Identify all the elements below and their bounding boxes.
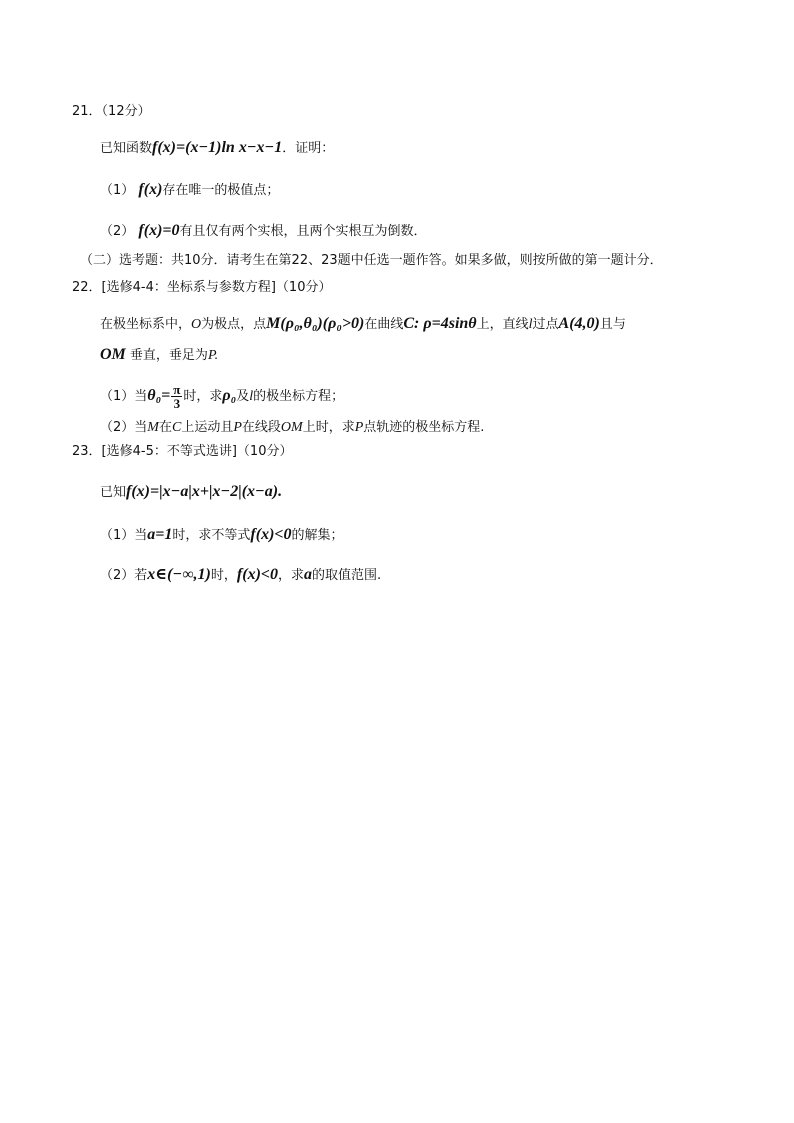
q22-p1-rho: ρ₀ [222, 387, 237, 404]
q22-var-O: O [191, 317, 202, 332]
q21-intro [100, 138, 334, 159]
q22-point-M: M(ρ₀,θ₀)(ρ₀>0) [266, 315, 365, 332]
q22-p2-text: 上时，求 [302, 420, 355, 435]
fraction-numerator: π [173, 382, 181, 397]
fraction-denominator: 3 [173, 396, 181, 411]
q21-part2-formula: f(x)=0 [138, 222, 180, 239]
q23-p2-var-a: a [304, 566, 313, 583]
q23-p2-text: 时， [210, 568, 237, 583]
q21-part2 [100, 221, 427, 242]
q23-p1-text: 时，求不等式 [172, 528, 251, 543]
q22-p2-text: （2）当 [100, 420, 148, 435]
q22-p2-text: 上运动且 [181, 420, 234, 435]
q22-p2-text: 在 [158, 420, 172, 435]
q22-text: 垂直，垂足为 [129, 348, 208, 363]
q23-p2-text: ，求 [278, 568, 305, 583]
q22-p2-var-C: C [171, 420, 182, 435]
q22-p1-text: 的极坐标方程； [253, 389, 345, 404]
q23-p2-formula: x∈(−∞,1) [147, 566, 211, 583]
q21-header: 21．（12分） [72, 104, 151, 119]
q22-header: 22．[选修4-4：坐标系与参数方程]（10分） [72, 280, 332, 295]
q21-part2-label: （2） [100, 224, 135, 239]
q23-header: 23．[选修4-5：不等式选讲]（10分） [72, 444, 293, 459]
q22-p2-text: 在线段 [241, 420, 281, 435]
q22-p1-text: 时，求 [183, 389, 223, 404]
q21-intro-suffix: ．证明： [282, 141, 335, 156]
section-note: （二）选考题：共10分．请考生在第22、23题中任选一题作答。如果多做，则按所做的第一题计分． [80, 253, 663, 268]
q22-line1 [100, 314, 626, 335]
q23-p2-text: 的取值范围. [312, 568, 382, 583]
q22-part2 [100, 418, 484, 438]
q23-p2-text: （2）若 [100, 568, 148, 583]
q21-part1 [100, 180, 279, 201]
q22-p1-text: （1）当 [100, 389, 148, 404]
q23-intro-prefix: 已知 [100, 485, 127, 500]
q22-p2-var-M: M [147, 420, 159, 435]
q23-intro [100, 482, 282, 503]
q22-text: 为极点，点 [201, 317, 267, 332]
q23-p1-formula: a=1 [147, 526, 173, 543]
q22-text: 在极坐标系中， [100, 317, 192, 332]
q21-intro-prefix: 已知函数 [100, 141, 153, 156]
q23-function-formula: f(x)=|x−a|x+|x−2|(x−a). [126, 483, 283, 500]
q22-segment-OM: OM [100, 346, 126, 363]
q23-part1 [100, 525, 344, 546]
q23-p1-formula: f(x)<0 [250, 526, 292, 543]
q22-p2-text: 点轨迹的极坐标方程. [363, 420, 485, 435]
q22-p1-theta: θ₀= [147, 387, 171, 404]
q22-text: 且与 [599, 317, 626, 332]
q23-p1-text: 的解集； [291, 528, 344, 543]
q22-text: 在曲线 [364, 317, 404, 332]
q22-text: 过点 [532, 317, 559, 332]
q21-part1-text: 存在唯一的极值点； [162, 183, 280, 198]
q21-function-formula: f(x)=(x−1)ln x−x−1 [152, 139, 283, 156]
q22-point-A: A(4,0) [558, 315, 600, 332]
q23-p2-formula: f(x)<0 [236, 566, 279, 583]
q22-text: 上，直线 [476, 317, 529, 332]
q21-part1-formula: f(x) [138, 181, 163, 198]
q22-p1-text: 及 [236, 389, 250, 404]
q21-part2-text: 有且仅有两个实根，且两个实根互为倒数． [179, 224, 427, 239]
q23-part2 [100, 565, 381, 586]
q22-p1-fraction [171, 383, 182, 410]
q23-p1-text: （1）当 [100, 528, 148, 543]
q22-p1-var-l: l [249, 389, 254, 404]
q22-p2-var-OM: OM [280, 420, 303, 435]
q22-var-P: P. [207, 348, 219, 363]
q21-part1-label: （1） [100, 183, 135, 198]
q22-var-l: l [528, 317, 533, 332]
q22-curve-C: C: ρ=4sinθ [403, 315, 477, 332]
q22-p2-var-P: P [354, 420, 364, 435]
q22-line2 [100, 345, 218, 366]
q22-p2-var-P: P [233, 420, 242, 435]
q22-part1 [100, 381, 344, 412]
